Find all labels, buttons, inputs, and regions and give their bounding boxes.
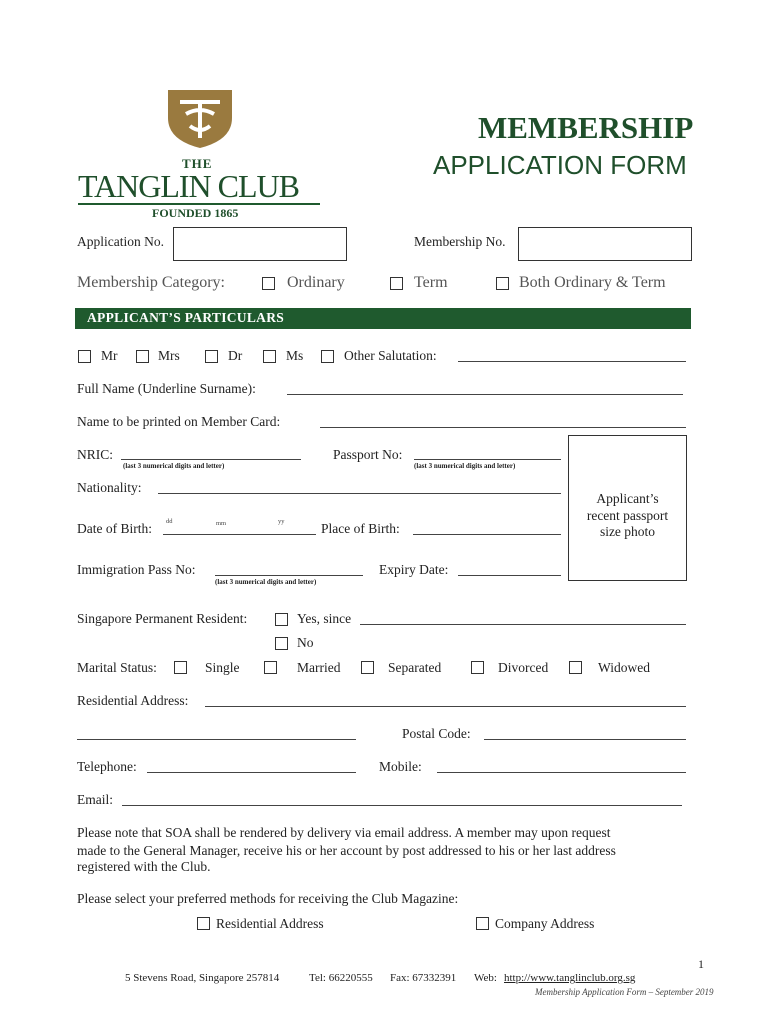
logo-founded: FOUNDED 1865 xyxy=(152,206,239,220)
photo-caption-3: size photo xyxy=(599,524,656,539)
marital-separated-checkbox[interactable] xyxy=(361,661,374,674)
passport-field[interactable] xyxy=(414,459,561,460)
mobile-field[interactable] xyxy=(437,772,686,773)
category-both-label: Both Ordinary & Term xyxy=(519,274,666,291)
marital-married-checkbox[interactable] xyxy=(264,661,277,674)
category-ordinary-checkbox[interactable] xyxy=(262,277,275,290)
nric-hint: (last 3 numerical digits and letter) xyxy=(123,462,225,470)
form-subtitle: APPLICATION FORM xyxy=(433,150,687,180)
salutation-mrs-label: Mrs xyxy=(158,348,180,363)
category-term-label: Term xyxy=(414,274,448,291)
logo-the: THE xyxy=(182,156,213,171)
logo-rule xyxy=(78,203,320,205)
soa-note-line-2: made to the General Manager, receive his or her account by post addressed to his or her last address xyxy=(77,843,616,858)
salutation-other-label: Other Salutation: xyxy=(344,348,437,363)
marital-widowed-checkbox[interactable] xyxy=(569,661,582,674)
address-label: Residential Address: xyxy=(77,693,189,708)
membership-category-label: Membership Category: xyxy=(77,274,225,291)
salutation-ms-checkbox[interactable] xyxy=(263,350,276,363)
magazine-residential-checkbox[interactable] xyxy=(197,917,210,930)
dob-label: Date of Birth: xyxy=(77,521,152,536)
marital-separated-label: Separated xyxy=(388,660,442,675)
pr-no-checkbox[interactable] xyxy=(275,637,288,650)
membership-no-label: Membership No. xyxy=(414,234,506,249)
email-field[interactable] xyxy=(122,805,682,806)
nric-field[interactable] xyxy=(121,459,301,460)
full-name-field[interactable] xyxy=(287,394,683,395)
section-title: APPLICANT’S PARTICULARS xyxy=(87,310,285,325)
salutation-other-checkbox[interactable] xyxy=(321,350,334,363)
marital-widowed-label: Widowed xyxy=(598,660,650,675)
magazine-company-label: Company Address xyxy=(495,916,595,931)
marital-single-checkbox[interactable] xyxy=(174,661,187,674)
card-name-label: Name to be printed on Member Card: xyxy=(77,414,281,429)
nationality-label: Nationality: xyxy=(77,480,142,495)
telephone-field[interactable] xyxy=(147,772,356,773)
salutation-mr-label: Mr xyxy=(101,348,118,363)
marital-label: Marital Status: xyxy=(77,660,157,675)
footer-form-ref: Membership Application Form – September 2019 xyxy=(535,987,714,997)
address-field-1[interactable] xyxy=(205,706,686,707)
email-label: Email: xyxy=(77,792,113,807)
pr-no-label: No xyxy=(297,635,314,650)
magazine-company-checkbox[interactable] xyxy=(476,917,489,930)
category-ordinary-label: Ordinary xyxy=(287,274,345,291)
club-logo xyxy=(78,88,323,223)
footer-web-link[interactable]: http://www.tanglinclub.org.sg xyxy=(504,972,636,984)
footer-web-label: Web: xyxy=(474,972,497,984)
salutation-other-field[interactable] xyxy=(458,361,686,362)
form-title: MEMBERSHIP xyxy=(478,110,694,145)
nric-label: NRIC: xyxy=(77,447,114,462)
photo-caption-2: recent passport xyxy=(586,508,669,523)
nationality-field[interactable] xyxy=(158,493,561,494)
section-header xyxy=(75,308,691,329)
pob-field[interactable] xyxy=(413,534,561,535)
footer-fax: Fax: 67332391 xyxy=(390,972,457,984)
dob-yy-hint: yy xyxy=(278,518,285,525)
magazine-residential-label: Residential Address xyxy=(216,916,324,931)
salutation-dr-checkbox[interactable] xyxy=(205,350,218,363)
full-name-label: Full Name (Underline Surname): xyxy=(77,381,256,396)
dob-dd-hint: dd xyxy=(166,518,173,525)
marital-divorced-label: Divorced xyxy=(498,660,549,675)
soa-note-line-1: Please note that SOA shall be rendered by delivery via email address. A member may upon request xyxy=(77,825,611,840)
club-crest-icon xyxy=(166,88,234,150)
immigration-field[interactable] xyxy=(215,575,363,576)
postal-code-label: Postal Code: xyxy=(402,726,471,741)
footer-tel: Tel: 66220555 xyxy=(309,972,373,984)
pr-since-field[interactable] xyxy=(360,624,686,625)
page-number: 1 xyxy=(698,957,704,971)
expiry-field[interactable] xyxy=(458,575,561,576)
dob-field[interactable] xyxy=(163,534,316,535)
passport-hint: (last 3 numerical digits and letter) xyxy=(414,462,516,470)
marital-divorced-checkbox[interactable] xyxy=(471,661,484,674)
immigration-hint: (last 3 numerical digits and letter) xyxy=(215,578,317,586)
pr-yes-checkbox[interactable] xyxy=(275,613,288,626)
pr-yes-label: Yes, since xyxy=(297,611,352,626)
category-term-checkbox[interactable] xyxy=(390,277,403,290)
application-no-field[interactable] xyxy=(173,227,347,261)
salutation-mr-checkbox[interactable] xyxy=(78,350,91,363)
application-no-label: Application No. xyxy=(77,234,164,249)
salutation-mrs-checkbox[interactable] xyxy=(136,350,149,363)
photo-caption-1: Applicant’s xyxy=(596,491,659,506)
dob-mm-hint: mm xyxy=(216,520,227,527)
marital-married-label: Married xyxy=(297,660,341,675)
photo-box[interactable] xyxy=(568,435,687,581)
logo-name: TANGLIN CLUB xyxy=(78,168,299,204)
magazine-label: Please select your preferred methods for receiving the Club Magazine: xyxy=(77,891,459,906)
salutation-ms-label: Ms xyxy=(286,348,304,363)
expiry-label: Expiry Date: xyxy=(379,562,449,577)
footer-address: 5 Stevens Road, Singapore 257814 xyxy=(125,972,280,984)
category-both-checkbox[interactable] xyxy=(496,277,509,290)
telephone-label: Telephone: xyxy=(77,759,137,774)
marital-single-label: Single xyxy=(205,660,240,675)
address-field-2[interactable] xyxy=(77,739,356,740)
pr-label: Singapore Permanent Resident: xyxy=(77,611,248,626)
card-name-field[interactable] xyxy=(320,427,686,428)
mobile-label: Mobile: xyxy=(379,759,422,774)
immigration-label: Immigration Pass No: xyxy=(77,562,196,577)
soa-note-line-3: registered with the Club. xyxy=(77,859,211,874)
passport-label: Passport No: xyxy=(333,447,403,462)
membership-no-field[interactable] xyxy=(518,227,692,261)
pob-label: Place of Birth: xyxy=(321,521,400,536)
salutation-dr-label: Dr xyxy=(228,348,243,363)
postal-code-field[interactable] xyxy=(484,739,686,740)
